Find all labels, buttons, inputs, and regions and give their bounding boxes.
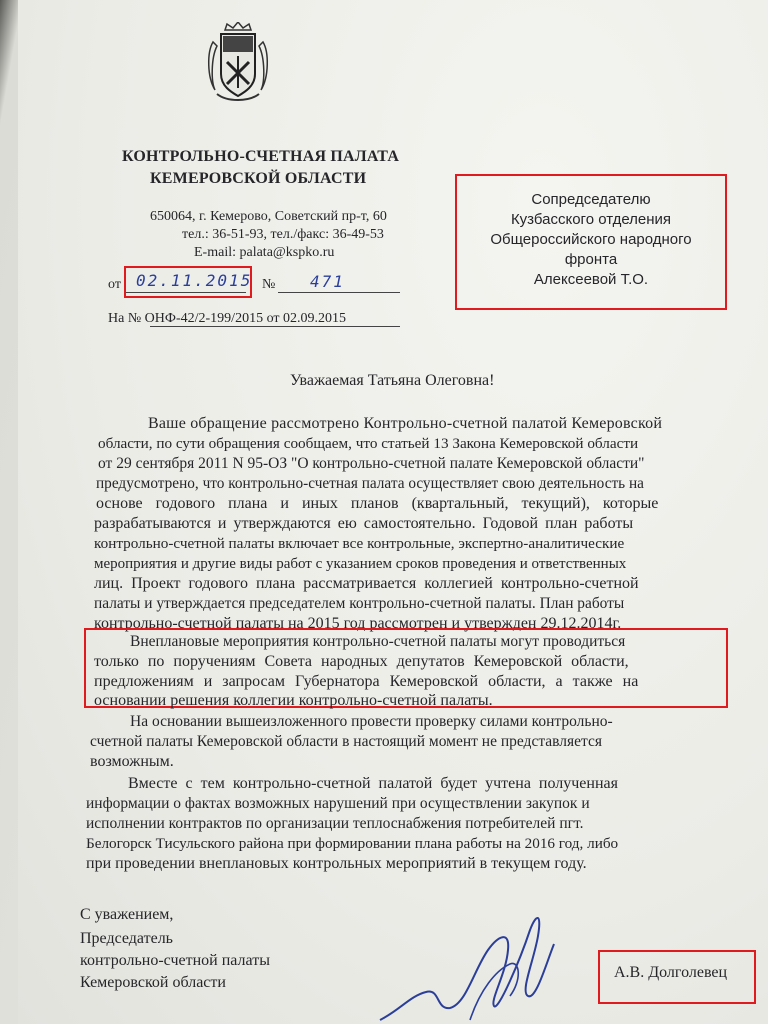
organization-name [122, 146, 399, 190]
recipient-line: Общероссийского народного [490, 231, 692, 248]
body-line: Белогорск Тисульского района при формировании плана работы на 2016 год, либо [86, 835, 619, 852]
body-line: исполнении контрактов по организации теплоснабжения потребителей пгт. [86, 815, 584, 832]
number-prefix: № [262, 277, 276, 292]
date-highlight-box [124, 266, 252, 298]
reference-underline [150, 326, 400, 327]
signer-name: А.В. Долголевец [614, 964, 728, 981]
greeting: Уважаемая Татьяна Олеговна! [290, 372, 495, 389]
body-line: основе годового плана и иных планов (квартальный, текущий), которые [96, 495, 659, 512]
body-line: при проведении внеплановых контрольных мероприятий в текущем году. [86, 855, 587, 872]
closing: С уважением, [80, 906, 174, 923]
signer-title-line2: контрольно-счетной палаты [80, 952, 270, 969]
handwritten-signature-icon [370, 900, 570, 1024]
org-name-line2: КЕМЕРОВСКОЙ ОБЛАСТИ [150, 170, 367, 187]
body-line: от 29 сентября 2011 N 95-ОЗ "О контрольно-счетной палате Кемеровской области" [98, 455, 645, 472]
body-line: предусмотрено, что контрольно-счетная палата осуществляет свою деятельность на [96, 475, 644, 492]
body-line: Ваше обращение рассмотрено Контрольно-счетной палатой Кемеровской [148, 415, 663, 432]
body-line: палаты и утверждается председателем контрольно-счетной палаты. План работы [94, 595, 625, 612]
body-line: предложениям и запросам Губернатора Кемеровской области, а также на [94, 673, 639, 690]
coat-of-arms-icon [205, 22, 271, 104]
body-line: области, по сути обращения сообщаем, что статьей 13 Закона Кемеровской области [98, 435, 639, 452]
body-line: Внеплановые мероприятия контрольно-счетной палаты могут проводиться [130, 633, 626, 650]
recipient-line: Сопредседателю [531, 191, 651, 208]
body-line: мероприятия и другие виды работ с указанием сроков проведения и ответственных [94, 556, 627, 572]
org-email: E-mail: palata@kspko.ru [194, 245, 335, 260]
signer-title-line3: Кемеровской области [80, 974, 226, 991]
signer-title-line1: Председатель [80, 930, 173, 947]
org-address: 650064, г. Кемерово, Советский пр-т, 60 [150, 209, 387, 224]
body-line: информации о фактах возможных нарушений при осуществлении закупок и [86, 795, 590, 812]
number-underline [278, 292, 400, 293]
org-name-line1: КОНТРОЛЬНО-СЧЕТНАЯ ПАЛАТА [122, 148, 400, 165]
recipient-line: фронта [564, 251, 618, 268]
body-line: контрольно-счетной палаты включает все контрольные, экспертно-аналитические [94, 535, 625, 552]
recipient-block [458, 176, 724, 306]
handwritten-date: 02.11.2015 [136, 271, 253, 290]
body-line: счетной палаты Кемеровской области в настоящий момент не представляется [90, 733, 602, 750]
body-line: Вместе с тем контрольно-счетной палатой будет учтена полученная [128, 775, 618, 792]
org-phones: тел.: 36-51-93, тел./факс: 36-49-53 [182, 227, 384, 242]
recipient-line: Алексеевой Т.О. [533, 271, 649, 288]
reference-number: На № ОНФ-42/2-199/2015 от 02.09.2015 [108, 311, 346, 326]
body-line: возможным. [90, 753, 174, 770]
date-prefix: от [108, 277, 121, 292]
body-line: основании решения коллегии контрольно-счетной палаты. [94, 692, 493, 709]
body-line: разрабатываются и утверждаются ею самостоятельно. Годовой план работы [94, 515, 634, 532]
body-line: контрольно-счетной палаты на 2015 год рассмотрен и утвержден 29.12.2014г. [94, 615, 622, 632]
body-line: На основании вышеизложенного провести проверку силами контрольно- [130, 713, 613, 730]
recipient-line: Кузбасского отделения [510, 211, 672, 228]
body-line: только по поручениям Совета народных депутатов Кемеровской области, [94, 653, 629, 670]
handwritten-number: 471 [310, 272, 345, 291]
body-line: лиц. Проект годового плана рассматривается коллегией контрольно-счетной [94, 575, 639, 592]
